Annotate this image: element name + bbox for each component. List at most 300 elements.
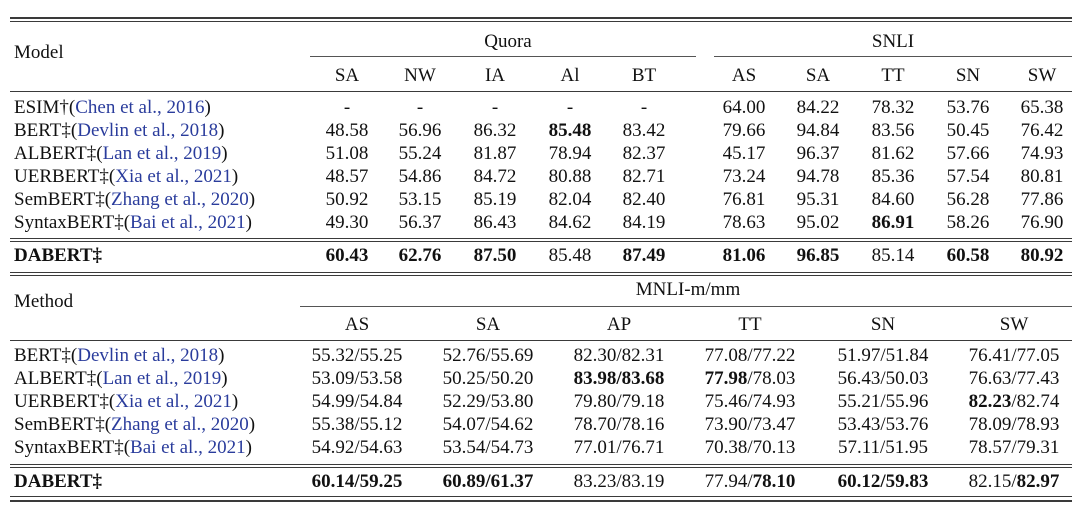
table-cell: 81.06 xyxy=(722,245,766,266)
matched-score: 54.92 xyxy=(311,437,355,458)
model-name: UERBERT‡ xyxy=(14,391,109,412)
matched-score: 76.41 xyxy=(968,345,1012,366)
table-cell xyxy=(705,471,796,493)
table-cell: 84.72 xyxy=(473,166,517,187)
citation-link[interactable]: Devlin et al., 2018 xyxy=(77,345,219,366)
mismatched-score: 54.84 xyxy=(359,391,403,412)
matched-score: 51.97 xyxy=(837,345,881,366)
mismatched-score: 61.37 xyxy=(490,471,534,492)
table-cell xyxy=(312,414,403,436)
citation-link[interactable]: Lan et al., 2019 xyxy=(102,143,222,164)
table-cell: - xyxy=(343,97,351,118)
score-separator: / xyxy=(1011,437,1017,458)
score-separator: / xyxy=(485,471,491,492)
column-header: SA xyxy=(334,65,360,86)
table-row-label xyxy=(14,245,102,267)
table-cell: 81.62 xyxy=(871,143,915,164)
table-cell xyxy=(838,471,929,493)
mismatched-score: 70.13 xyxy=(752,437,796,458)
table-cell: 76.81 xyxy=(722,189,766,210)
paren-open: ( xyxy=(70,120,78,141)
score-separator: / xyxy=(485,414,491,435)
mismatched-score: 53.76 xyxy=(885,414,929,435)
table-cell: 45.17 xyxy=(722,143,766,164)
table-cell xyxy=(574,345,665,367)
paren-close: ) xyxy=(218,120,225,141)
final-row-rule-2a xyxy=(10,464,1072,465)
paren-open: ( xyxy=(104,414,112,435)
matched-score: 60.14 xyxy=(311,471,355,492)
citation-link[interactable]: Lan et al., 2019 xyxy=(102,368,222,389)
model-name: SemBERT‡ xyxy=(14,414,105,435)
table-cell: 48.57 xyxy=(325,166,369,187)
table-cell: 65.38 xyxy=(1020,97,1064,118)
final-row-rule-2b xyxy=(10,467,1072,468)
table-cell: 56.37 xyxy=(398,212,442,233)
score-separator: / xyxy=(485,391,491,412)
paren-close: ) xyxy=(231,166,239,187)
column-header: SW xyxy=(999,314,1029,335)
group-header-mnli: MNLI-m/mm xyxy=(635,279,741,300)
table-cell xyxy=(705,391,796,413)
citation-link[interactable]: Bai et al., 2021 xyxy=(130,212,246,233)
paren-close: ) xyxy=(204,97,211,118)
score-separator: / xyxy=(354,345,360,366)
mismatched-score: 73.47 xyxy=(752,414,796,435)
table-cell: 57.54 xyxy=(946,166,990,187)
mismatched-score: 77.22 xyxy=(752,345,796,366)
matched-score: 82.23 xyxy=(968,391,1012,412)
mismatched-score: 78.93 xyxy=(1016,414,1060,435)
table-cell xyxy=(312,368,403,390)
table-cell: 78.63 xyxy=(722,212,766,233)
mismatched-score: 55.96 xyxy=(885,391,929,412)
matched-score: 55.21 xyxy=(837,391,881,412)
column-header: Al xyxy=(560,65,580,86)
table-cell xyxy=(443,414,534,436)
model-name: DABERT‡ xyxy=(14,471,103,492)
table-cell: 73.24 xyxy=(722,166,766,187)
matched-score: 53.09 xyxy=(311,368,355,389)
mismatched-score: 79.31 xyxy=(1016,437,1060,458)
paren-close: ) xyxy=(218,345,225,366)
model-name: BERT‡ xyxy=(14,120,71,141)
group-header-snli: SNLI xyxy=(871,31,915,52)
score-separator: / xyxy=(354,368,360,389)
mismatched-score: 77.43 xyxy=(1016,368,1060,389)
table-cell xyxy=(705,437,796,459)
column-header: TT xyxy=(881,65,905,86)
table-cell xyxy=(838,368,929,390)
paren-close: ) xyxy=(231,391,239,412)
table-row-label xyxy=(14,166,238,188)
matched-score: 82.15 xyxy=(968,471,1012,492)
score-separator: / xyxy=(616,471,622,492)
column-header: BT xyxy=(631,65,657,86)
mismatched-score: 50.20 xyxy=(490,368,534,389)
matched-score: 56.43 xyxy=(837,368,881,389)
score-separator: / xyxy=(354,437,360,458)
paren-open: ( xyxy=(96,368,103,389)
score-separator: / xyxy=(1011,471,1017,492)
table-cell: 86.32 xyxy=(473,120,517,141)
mismatched-score: 53.80 xyxy=(490,391,534,412)
matched-score: 83.98 xyxy=(573,368,617,389)
table-cell: 50.92 xyxy=(325,189,369,210)
paren-open: ( xyxy=(108,391,116,412)
table-cell: 82.40 xyxy=(622,189,666,210)
table-cell: 77.86 xyxy=(1020,189,1064,210)
table-cell: 84.62 xyxy=(548,212,592,233)
matched-score: 55.38 xyxy=(311,414,355,435)
table-cell: 95.31 xyxy=(796,189,840,210)
table-cell: 78.94 xyxy=(548,143,592,164)
mismatched-score: 53.58 xyxy=(359,368,403,389)
matched-score: 73.90 xyxy=(704,414,748,435)
paren-open: ( xyxy=(123,437,131,458)
paren-close: ) xyxy=(245,212,252,233)
mismatched-score: 82.31 xyxy=(621,345,665,366)
table-cell: 85.36 xyxy=(871,166,915,187)
matched-score: 78.09 xyxy=(968,414,1012,435)
table-row-label xyxy=(14,143,228,165)
table-cell: 82.71 xyxy=(622,166,666,187)
table-cell: 85.14 xyxy=(871,245,915,266)
method-header: Method xyxy=(14,291,74,312)
table-cell xyxy=(574,437,665,459)
paren-close: ) xyxy=(221,143,228,164)
table-cell xyxy=(705,414,796,436)
table-cell xyxy=(312,471,403,493)
model-name: SyntaxBERT‡ xyxy=(14,437,124,458)
table-cell: 85.48 xyxy=(548,245,592,266)
matched-score: 53.54 xyxy=(442,437,486,458)
score-separator: / xyxy=(880,368,886,389)
table-cell xyxy=(838,437,928,459)
table-cell xyxy=(312,391,403,413)
score-separator: / xyxy=(747,368,753,389)
table-cell: 82.04 xyxy=(548,189,592,210)
matched-score: 60.89 xyxy=(442,471,486,492)
table-cell xyxy=(443,471,534,493)
mismatched-score: 55.25 xyxy=(359,345,403,366)
mismatched-score: 59.25 xyxy=(359,471,403,492)
table-cell: 78.32 xyxy=(871,97,915,118)
model-header: Model xyxy=(14,42,64,63)
table-row-label xyxy=(14,391,238,413)
mismatched-score: 54.73 xyxy=(490,437,534,458)
matched-score: 54.99 xyxy=(311,391,355,412)
column-header: AP xyxy=(606,314,632,335)
citation-link[interactable]: Xia et al., 2021 xyxy=(115,166,232,187)
column-header: IA xyxy=(484,65,506,86)
matched-score: 78.70 xyxy=(573,414,617,435)
table-row-label xyxy=(14,212,252,234)
table-cell: 81.87 xyxy=(473,143,517,164)
mismatched-score: 82.74 xyxy=(1016,391,1060,412)
score-separator: / xyxy=(747,437,753,458)
table-cell: 60.58 xyxy=(946,245,990,266)
table-cell: 94.84 xyxy=(796,120,840,141)
model-name: SyntaxBERT‡ xyxy=(14,212,124,233)
score-separator: / xyxy=(354,471,360,492)
quora-cmidrule xyxy=(310,56,696,57)
model-name: ESIM† xyxy=(14,97,69,118)
score-separator: / xyxy=(1011,345,1017,366)
mnli-cmidrule xyxy=(300,306,1072,307)
header-rule-2 xyxy=(10,340,1072,341)
matched-score: 77.08 xyxy=(704,345,748,366)
score-separator: / xyxy=(747,471,753,492)
table-row-label xyxy=(14,97,211,119)
snli-cmidrule xyxy=(714,56,1072,57)
table-cell: 87.49 xyxy=(622,245,666,266)
mismatched-score: 54.63 xyxy=(359,437,403,458)
table-cell: 83.56 xyxy=(871,120,915,141)
score-separator: / xyxy=(616,345,622,366)
table-cell: 85.19 xyxy=(473,189,517,210)
mismatched-score: 78.03 xyxy=(752,368,796,389)
table-cell: 50.45 xyxy=(946,120,990,141)
table-cell: 80.88 xyxy=(548,166,592,187)
column-header: SA xyxy=(475,314,501,335)
table-cell: 55.24 xyxy=(398,143,442,164)
paren-close: ) xyxy=(248,414,256,435)
final-row-rule-1a xyxy=(10,238,1072,239)
table-cell: 60.43 xyxy=(325,245,369,266)
table-cell xyxy=(443,368,534,390)
table-cell: 86.91 xyxy=(871,212,915,233)
table-cell: 58.26 xyxy=(946,212,990,233)
mismatched-score: 50.03 xyxy=(885,368,929,389)
table-row-label xyxy=(14,368,228,390)
mismatched-score: 59.83 xyxy=(885,471,929,492)
mismatched-score: 55.69 xyxy=(490,345,534,366)
table-cell: 74.93 xyxy=(1020,143,1064,164)
mismatched-score: 82.97 xyxy=(1016,471,1060,492)
score-separator: / xyxy=(354,391,360,412)
table-cell: 82.37 xyxy=(622,143,666,164)
matched-score: 79.80 xyxy=(573,391,617,412)
table-cell: - xyxy=(491,97,499,118)
table-cell: 64.00 xyxy=(722,97,766,118)
matched-score: 50.25 xyxy=(442,368,486,389)
citation-link[interactable]: Xia et al., 2021 xyxy=(115,391,232,412)
mismatched-score: 83.68 xyxy=(621,368,665,389)
table-cell xyxy=(705,368,796,390)
table-row-label xyxy=(14,345,224,367)
score-separator: / xyxy=(880,391,886,412)
citation-link[interactable]: Bai et al., 2021 xyxy=(130,437,246,458)
table-cell: 86.43 xyxy=(473,212,517,233)
table-cell xyxy=(574,414,665,436)
matched-score: 55.32 xyxy=(311,345,355,366)
matched-score: 83.23 xyxy=(573,471,617,492)
paren-open: ( xyxy=(70,345,78,366)
table-cell: 76.42 xyxy=(1020,120,1064,141)
mismatched-score: 74.93 xyxy=(752,391,796,412)
score-separator: / xyxy=(616,368,622,389)
paren-open: ( xyxy=(68,97,76,118)
table-cell: 54.86 xyxy=(398,166,442,187)
matched-score: 77.98 xyxy=(704,368,748,389)
table-cell xyxy=(838,414,929,436)
matched-score: 60.12 xyxy=(837,471,881,492)
model-name: BERT‡ xyxy=(14,345,71,366)
score-separator: / xyxy=(1011,368,1017,389)
column-header: SA xyxy=(805,65,831,86)
table-cell xyxy=(574,368,665,390)
table-cell: 53.15 xyxy=(398,189,442,210)
table-cell: 57.66 xyxy=(946,143,990,164)
score-separator: / xyxy=(880,437,886,458)
paren-open: ( xyxy=(104,189,112,210)
model-name: UERBERT‡ xyxy=(14,166,109,187)
table-cell: 96.37 xyxy=(796,143,840,164)
table-cell: 84.22 xyxy=(796,97,840,118)
score-separator: / xyxy=(747,391,753,412)
top-rule xyxy=(10,17,1072,19)
matched-score: 53.43 xyxy=(837,414,881,435)
matched-score: 77.94 xyxy=(704,471,748,492)
column-header: SN xyxy=(870,314,896,335)
paren-close: ) xyxy=(245,437,252,458)
final-row-rule-1b xyxy=(10,241,1072,242)
table-row-label xyxy=(14,471,102,493)
table-cell: 94.78 xyxy=(796,166,840,187)
mismatched-score: 77.05 xyxy=(1016,345,1060,366)
mismatched-score: 76.71 xyxy=(621,437,665,458)
table-cell: - xyxy=(566,97,574,118)
paren-close: ) xyxy=(248,189,256,210)
score-separator: / xyxy=(485,345,491,366)
model-name: DABERT‡ xyxy=(14,245,103,266)
table-cell xyxy=(574,391,665,413)
matched-score: 77.01 xyxy=(573,437,617,458)
score-separator: / xyxy=(485,368,491,389)
column-header: AS xyxy=(731,65,757,86)
table-cell xyxy=(969,391,1060,413)
mismatched-score: 54.62 xyxy=(490,414,534,435)
table-cell xyxy=(838,391,929,413)
table-cell xyxy=(969,368,1060,390)
table-cell: 76.90 xyxy=(1020,212,1064,233)
table-cell: - xyxy=(416,97,424,118)
table-cell xyxy=(443,437,534,459)
table-cell xyxy=(443,345,534,367)
paren-close: ) xyxy=(221,368,228,389)
table-cell: 87.50 xyxy=(473,245,517,266)
table-row-label xyxy=(14,189,255,211)
matched-score: 54.07 xyxy=(442,414,486,435)
bottom-rule xyxy=(10,500,1072,502)
score-separator: / xyxy=(880,414,886,435)
score-separator: / xyxy=(1011,414,1017,435)
score-separator: / xyxy=(616,437,622,458)
mismatched-score: 55.12 xyxy=(359,414,403,435)
table-row-label xyxy=(14,120,224,142)
table-cell: 49.30 xyxy=(325,212,369,233)
score-separator: / xyxy=(880,471,886,492)
mismatched-score: 83.19 xyxy=(621,471,665,492)
citation-link[interactable]: Zhang et al., 2020 xyxy=(111,189,249,210)
column-header: AS xyxy=(344,314,370,335)
mismatched-score: 51.84 xyxy=(885,345,929,366)
table-row-label xyxy=(14,437,252,459)
model-name: SemBERT‡ xyxy=(14,189,105,210)
score-separator: / xyxy=(616,391,622,412)
table-cell: 51.08 xyxy=(325,143,369,164)
paren-open: ( xyxy=(123,212,131,233)
citation-link[interactable]: Chen et al., 2016 xyxy=(75,97,205,118)
citation-link[interactable]: Devlin et al., 2018 xyxy=(77,120,219,141)
matched-score: 78.57 xyxy=(968,437,1012,458)
table-cell: 48.58 xyxy=(325,120,369,141)
bottom-rule-inner xyxy=(10,496,1072,497)
table-cell: 96.85 xyxy=(796,245,840,266)
column-header: SW xyxy=(1027,65,1057,86)
table-cell xyxy=(969,345,1060,367)
table-cell xyxy=(969,437,1060,459)
table-cell: 56.96 xyxy=(398,120,442,141)
table-cell: 83.42 xyxy=(622,120,666,141)
score-separator: / xyxy=(747,345,753,366)
matched-score: 75.46 xyxy=(704,391,748,412)
table-cell xyxy=(969,471,1060,493)
matched-score: 82.30 xyxy=(573,345,617,366)
column-header: TT xyxy=(738,314,762,335)
mismatched-score: 79.18 xyxy=(621,391,665,412)
section-rule-a xyxy=(10,272,1072,273)
table-cell: 80.81 xyxy=(1020,166,1064,187)
paren-open: ( xyxy=(108,166,116,187)
score-separator: / xyxy=(354,414,360,435)
column-header: SN xyxy=(955,65,981,86)
table-cell: 53.76 xyxy=(946,97,990,118)
table-cell: - xyxy=(640,97,648,118)
model-name: ALBERT‡ xyxy=(14,368,97,389)
table-cell xyxy=(838,345,929,367)
table-cell xyxy=(969,414,1060,436)
table-row-label xyxy=(14,414,255,436)
matched-score: 76.63 xyxy=(968,368,1012,389)
score-separator: / xyxy=(747,414,753,435)
table-cell: 79.66 xyxy=(722,120,766,141)
top-rule-inner xyxy=(10,21,1072,22)
header-rule-1 xyxy=(10,91,1072,92)
matched-score: 57.11 xyxy=(837,437,881,458)
mismatched-score: 51.95 xyxy=(885,437,929,458)
table-cell: 84.19 xyxy=(622,212,666,233)
table-cell: 85.48 xyxy=(548,120,592,141)
score-separator: / xyxy=(880,345,886,366)
matched-score: 52.29 xyxy=(442,391,486,412)
column-header: NW xyxy=(404,65,436,86)
table-cell xyxy=(312,345,403,367)
mismatched-score: 78.10 xyxy=(752,471,796,492)
score-separator: / xyxy=(1011,391,1017,412)
table-cell xyxy=(312,437,403,459)
table-cell: 56.28 xyxy=(946,189,990,210)
mismatched-score: 78.16 xyxy=(621,414,665,435)
table-cell: 95.02 xyxy=(796,212,840,233)
section-rule-b xyxy=(10,275,1072,276)
matched-score: 52.76 xyxy=(442,345,486,366)
citation-link[interactable]: Zhang et al., 2020 xyxy=(111,414,249,435)
table-cell xyxy=(574,471,665,493)
table-cell: 80.92 xyxy=(1020,245,1064,266)
matched-score: 70.38 xyxy=(704,437,748,458)
